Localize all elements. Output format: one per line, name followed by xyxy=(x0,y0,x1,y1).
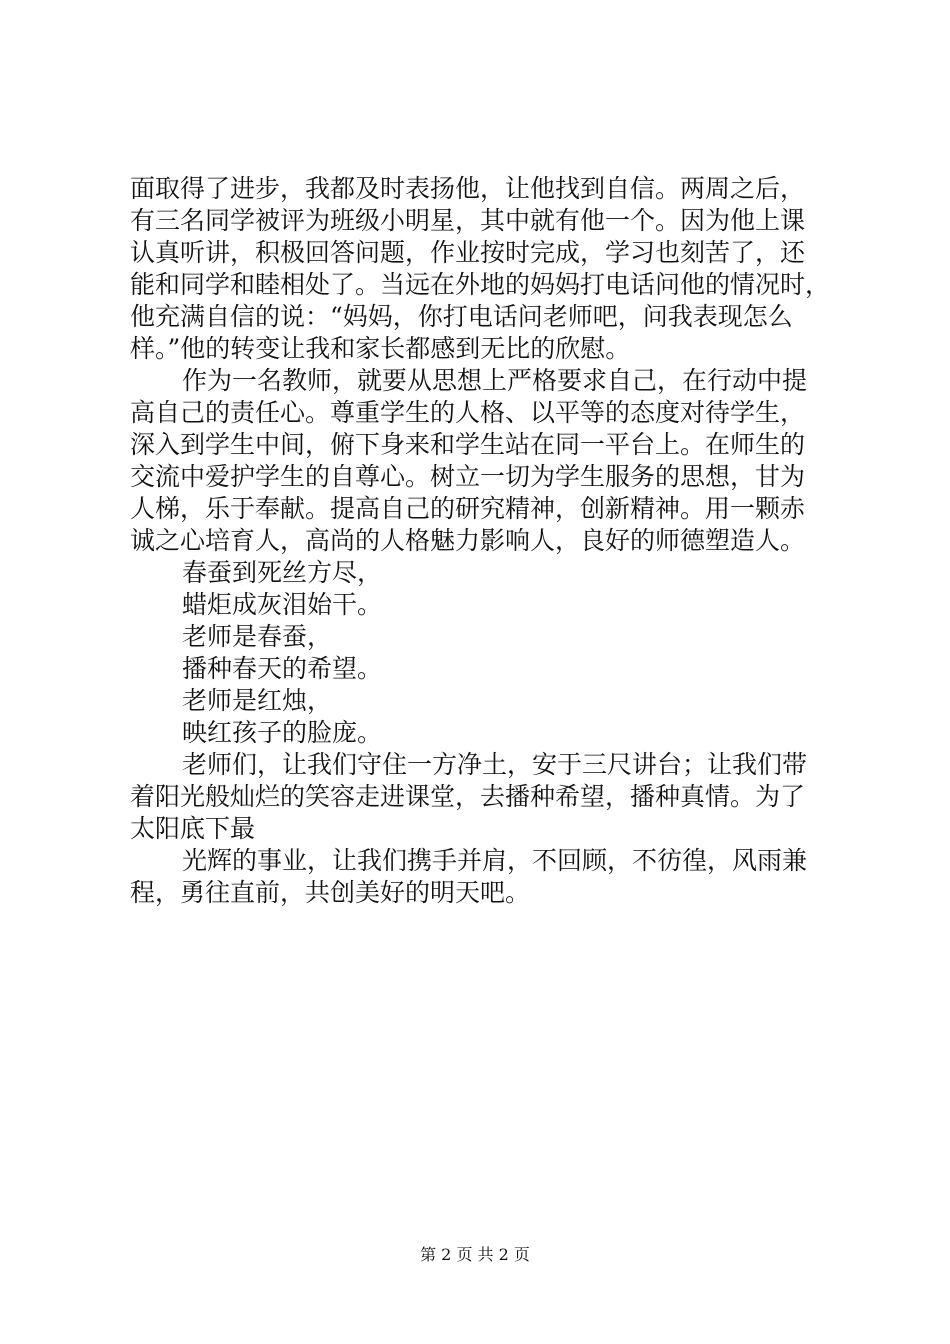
body-text-line: 他充满自信的说：“妈妈，你打电话问老师吧，问我表现怎么 xyxy=(130,302,793,331)
body-text-line: 有三名同学被评为班级小明星，其中就有他一个。因为他上课 xyxy=(130,206,806,235)
body-text-line: 认真听讲，积极回答问题，作业按时完成，学习也刻苦了，还 xyxy=(130,238,806,267)
paragraph-start-line: 光辉的事业，让我们携手并肩，不回顾，不彷徨，风雨兼 xyxy=(182,846,808,875)
body-text-line: 人梯，乐于奉献。提高自己的研究精神，创新精神。用一颗赤 xyxy=(130,494,806,523)
poem-line: 映红孩子的脸庞。 xyxy=(182,718,383,747)
body-text-line: 交流中爱护学生的自尊心。树立一切为学生服务的思想，甘为 xyxy=(130,462,806,491)
page-number-footer: 第 2 页 共 2 页 xyxy=(420,1245,530,1264)
poem-line: 老师是红烛， xyxy=(182,686,333,715)
body-text-line: 高自己的责任心。尊重学生的人格、以平等的态度对待学生， xyxy=(130,398,806,427)
paragraph-start-line: 作为一名教师，就要从思想上严格要求自己，在行动中提 xyxy=(182,366,808,395)
body-text-line: 诚之心培育人，高尚的人格魅力影响人，良好的师德塑造人。 xyxy=(130,526,806,555)
body-text-line: 太阳底下最 xyxy=(130,814,256,843)
body-text-line: 程，勇往直前，共创美好的明天吧。 xyxy=(130,878,531,907)
poem-line: 播种春天的希望。 xyxy=(182,654,383,683)
poem-line: 蜡炬成灰泪始干。 xyxy=(182,590,383,619)
paragraph-start-line: 老师们，让我们守住一方净土，安于三尺讲台；让我们带 xyxy=(182,750,808,779)
body-text-line: 着阳光般灿烂的笑容走进课堂，去播种希望，播种真情。为了 xyxy=(130,782,806,811)
body-text-line: 样。”他的转变让我和家长都感到无比的欣慰。 xyxy=(130,334,631,363)
body-text-line: 面取得了进步，我都及时表扬他，让他找到自信。两周之后， xyxy=(130,174,806,203)
body-text-line: 深入到学生中间，俯下身来和学生站在同一平台上。在师生的 xyxy=(130,430,806,459)
poem-line: 春蚕到死丝方尽， xyxy=(182,558,383,587)
body-text-line: 能和同学和睦相处了。当远在外地的妈妈打电话问他的情况时， xyxy=(130,270,831,299)
poem-line: 老师是春蚕， xyxy=(182,622,333,651)
